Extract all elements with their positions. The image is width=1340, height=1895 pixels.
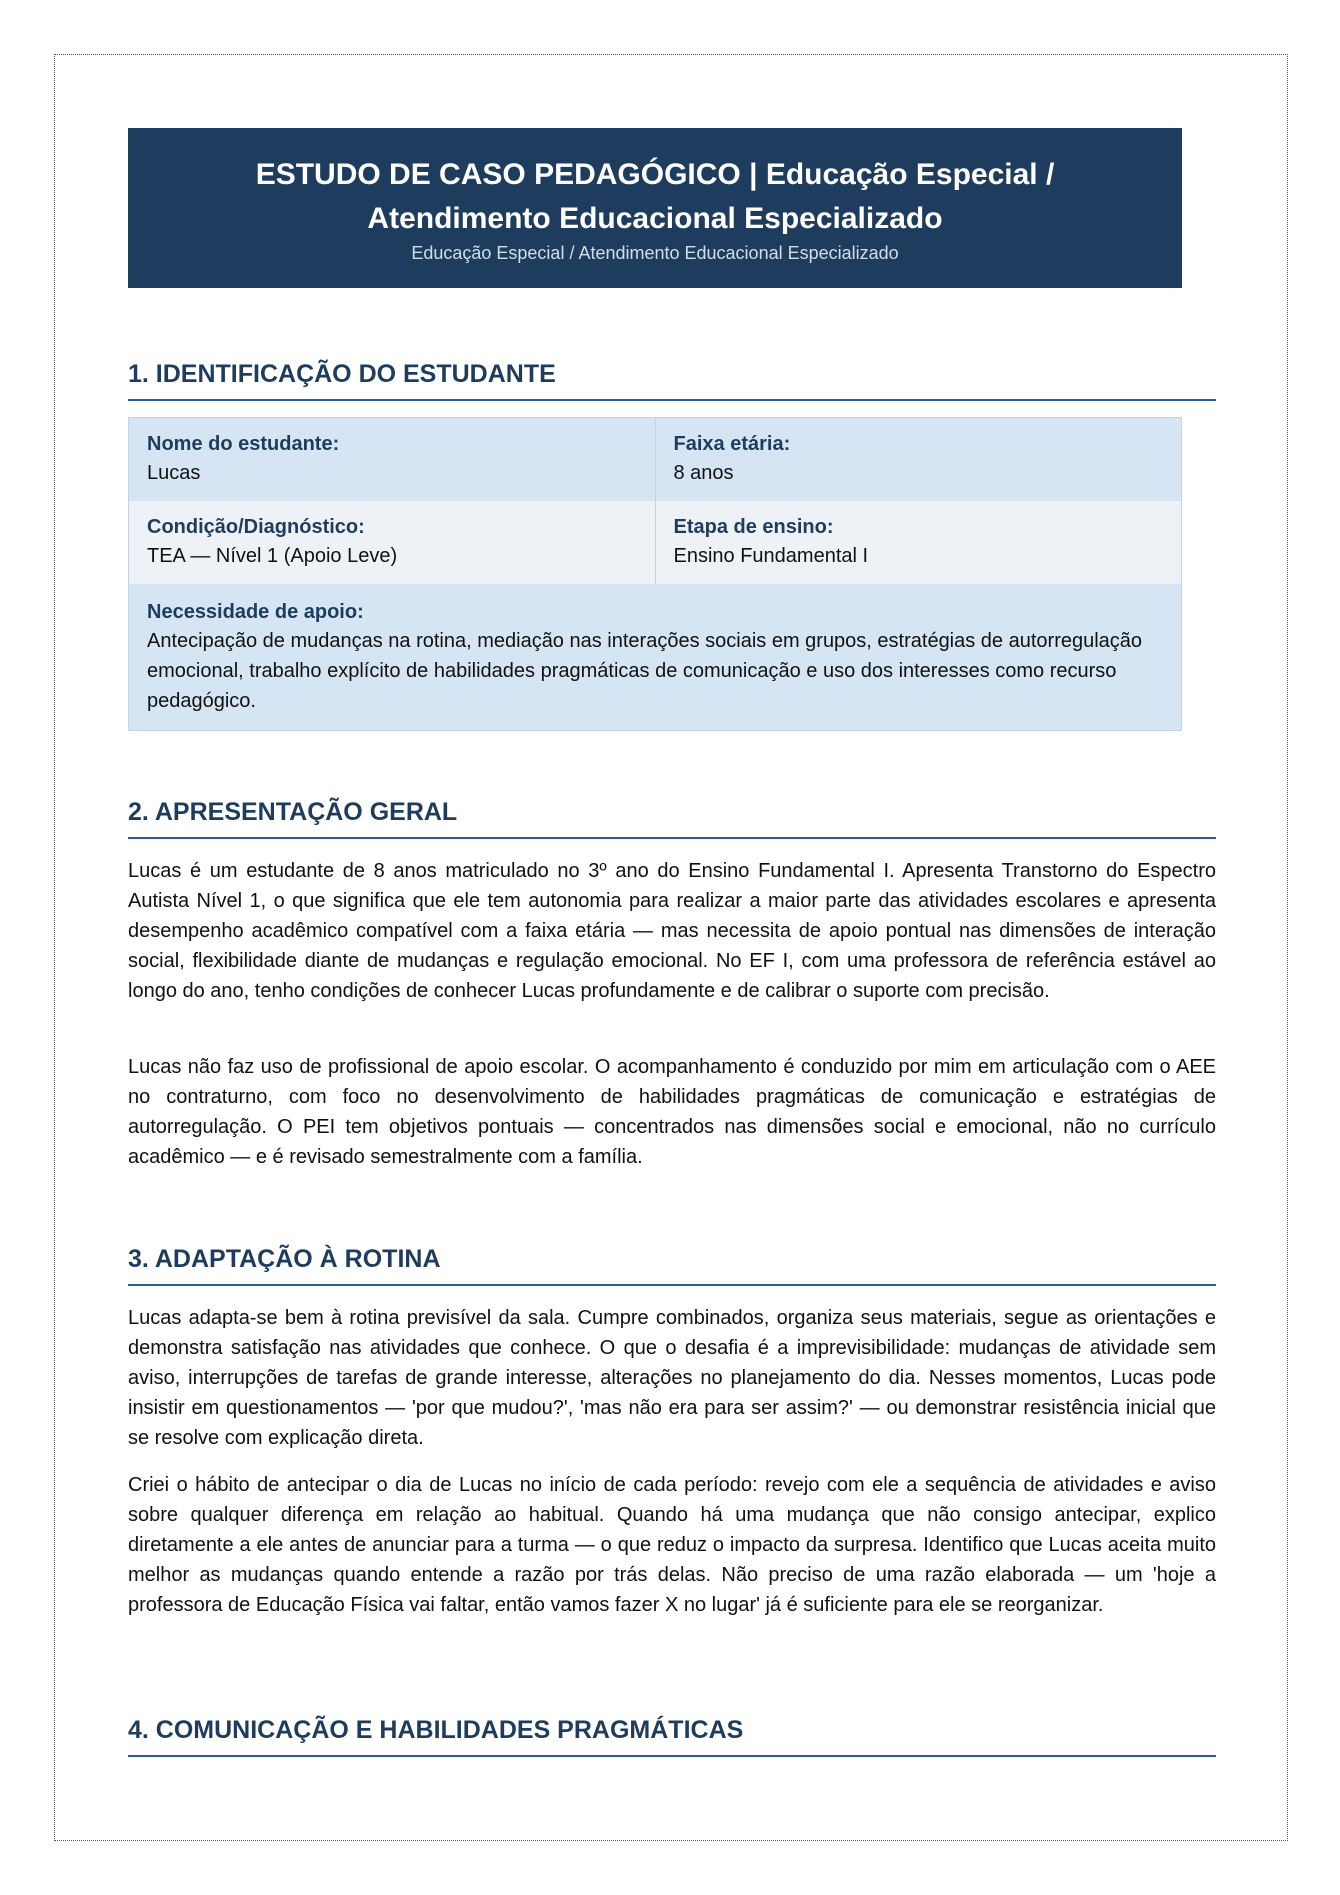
paragraph-rotina-2: Criei o hábito de antecipar o dia de Lucas no início de cada período: revejo com ele a sequência de atividades e aviso sobre qualquer diferença em relação ao habitual. Quando há uma mudança que não consigo antecipar, explico diretamente a ele antes de anunciar para a turma — o que reduz o impacto da surpresa. Identifico que Lucas aceita muito melhor as mudanças quando entende a razão por trás delas. Não preciso de uma razão elaborada — um 'hoje a professora de Educação Física vai faltar, então vamos fazer X no lugar' já é suficiente para ele se reorganizar.: [128, 1474, 1216, 1616]
id-cell-stage: [656, 501, 1182, 584]
paragraph-apresentacao-1: Lucas é um estudante de 8 anos matriculado no 3º ano do Ensino Fundamental I. Apresenta Transtorno do Espectro Autista Nível 1, o que significa que ele tem autonomia para realizar a maior parte das atividades escolares e apresenta desempenho acadêmico compatível com a faixa etária — mas necessita de apoio pontual nas dimensões de interação social, flexibilidade diante de mudanças e regulação emocional. No EF I, com uma professora de referência estável ao longo do ano, tenho condições de conhecer Lucas profundamente e de calibrar o suporte com precisão.: [128, 860, 1216, 1002]
age-label: Faixa etária:: [673, 433, 791, 455]
condition-value: TEA — Nível 1 (Apoio Leve): [147, 545, 398, 567]
stage-value: Ensino Fundamental I: [673, 545, 869, 567]
id-cell-age: [656, 418, 1182, 501]
document-subtitle: Educação Especial / Atendimento Educacional Especializado: [411, 243, 899, 263]
section-heading-rotina: 3. ADAPTAÇÃO À ROTINA: [128, 1245, 1216, 1286]
section-heading-identificacao: 1. IDENTIFICAÇÃO DO ESTUDANTE: [128, 360, 1216, 401]
condition-label: Condição/Diagnóstico:: [147, 516, 365, 538]
id-cell-condition: [129, 501, 656, 584]
id-row-3: [129, 584, 1181, 730]
age-value: 8 anos: [673, 462, 734, 484]
support-label: Necessidade de apoio:: [147, 601, 364, 623]
header-banner: [128, 128, 1182, 288]
support-value: Antecipação de mudanças na rotina, mediação nas interações sociais em grupos, estratégias de autorregulação emocional, trabalho explícito de habilidades pragmáticas de comunicação e uso dos interesses como recurso pedagógico.: [147, 630, 1143, 712]
section-heading-apresentacao: 2. APRESENTAÇÃO GERAL: [128, 798, 1216, 839]
name-label: Nome do estudante:: [147, 433, 340, 455]
id-row-1: [129, 418, 1181, 501]
section-heading-comunicacao: 4. COMUNICAÇÃO E HABILIDADES PRAGMÁTICAS: [128, 1716, 1216, 1757]
id-row-2: [129, 501, 1181, 584]
identification-table: [128, 417, 1182, 731]
id-cell-name: [129, 418, 656, 501]
name-value: Lucas: [147, 462, 201, 484]
document-title: ESTUDO DE CASO PEDAGÓGICO | Educação Especial / Atendimento Educacional Especializado: [255, 158, 1055, 235]
paragraph-rotina-1: Lucas adapta-se bem à rotina previsível da sala. Cumpre combinados, organiza seus materiais, segue as orientações e demonstra satisfação nas atividades que conhece. O que o desafia é a imprevisibilidade: mudanças de atividade sem aviso, interrupções de tarefas de grande interesse, alterações no planejamento do dia. Nesses momentos, Lucas pode insistir em questionamentos — 'por que mudou?', 'mas não era para ser assim?' — ou demonstrar resistência inicial que se resolve com explicação direta.: [128, 1307, 1216, 1449]
stage-label: Etapa de ensino:: [673, 516, 834, 538]
id-cell-support: [129, 584, 1181, 730]
paragraph-apresentacao-2: Lucas não faz uso de profissional de apoio escolar. O acompanhamento é conduzido por mim em articulação com o AEE no contraturno, com foco no desenvolvimento de habilidades pragmáticas de comunicação e estratégias de autorregulação. O PEI tem objetivos pontuais — concentrados nas dimensões social e emocional, não no currículo acadêmico — e é revisado semestralmente com a família.: [128, 1056, 1216, 1168]
